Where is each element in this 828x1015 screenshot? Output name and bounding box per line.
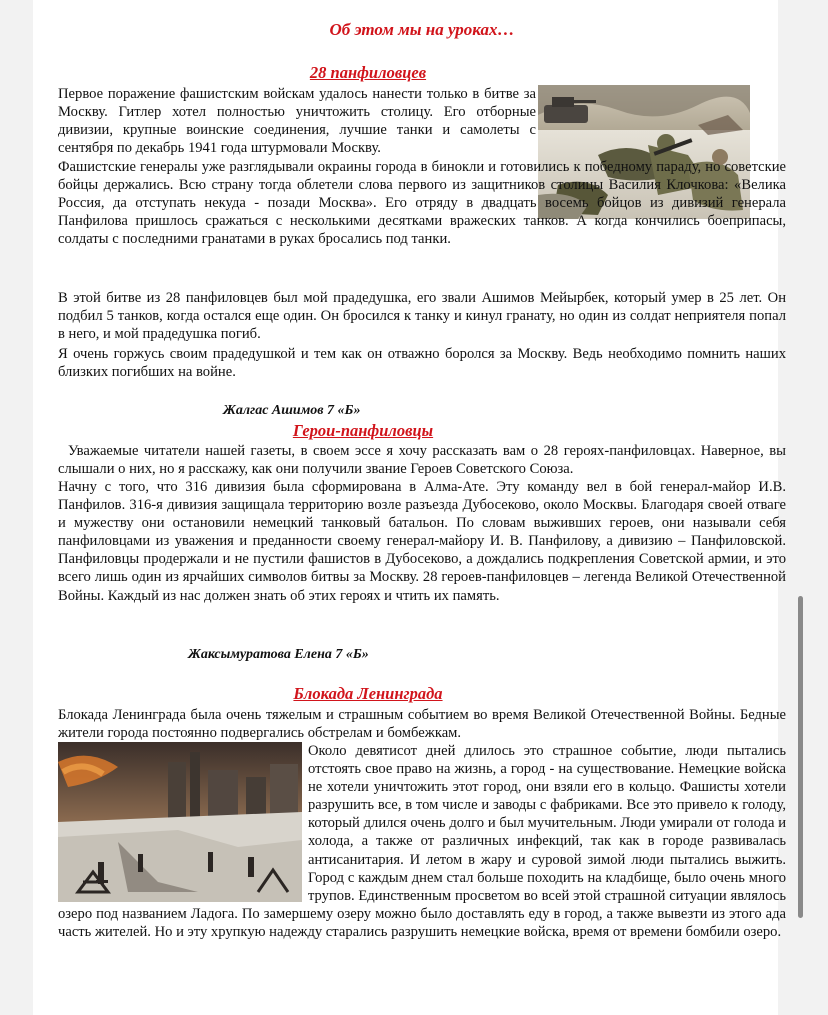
article3-paragraph: Блокада Ленинграда была очень тяжелым и страшным событием во время Великой Отечественной Войны. Бедные жители города постоянно подвергались обстрелам и бомбежкам. — [58, 707, 786, 742]
article2-author: Жаксымуратова Елена 7 «Б» — [188, 647, 369, 662]
article1-paragraph: Фашистские генералы уже разглядывали окраины города в бинокли и готовились к победному параду, но советские бойцы держались. Всю страну тогда облетели слова первого из защитников столицы Василия Клочкова: «Велика Россия, да отступать некуда - позади Москва». Его отряду в двадцать восемь бойцов из дивизий генерала Панфилова пришлось сражаться с несколькими десятками вражеских танков. А когда кончились боеприпасы, солдаты с последними гранатами в руках бросались под танки. — [58, 159, 786, 248]
article2-paragraph: Уважаемые читатели нашей газеты, в своем эссе я хочу рассказать вам о 28 героях-панфиловцах. Наверное, вы слышали о них, но я расскажу, как они получили звание Героев Советского Союза. — [58, 443, 786, 478]
article1-paragraph: Первое поражение фашистским войскам удалось нанести только в битве за Москву. Гитлер хотел полностью уничтожить столицу. Его отборные дивизии, крупные воинские соединения, лучшие танки и самолеты с сентября по декабрь 1941 года штурмовали Москву. — [58, 86, 536, 157]
article1-paragraph: Я очень горжусь своим прадедушкой и тем как он отважно боролся за Москву. Ведь необходимо помнить наших близких погибших на войне. — [58, 346, 786, 381]
article3-wrap-text — [58, 742, 786, 941]
article2-paragraph: Начну с того, что 316 дивизия была сформирована в Алма-Ате. Эту команду вел в бой генерал-майор И.В. Панфилов. 316-я дивизия защищала территорию возле разъезда Дубосеково, около Москвы. Благодаря своей отваге и мужеству они остановили немецкий танковый батальон. По словам выживших героев, они называли себя панфиловцами из уважения и преданности своему генерал-майору И. В. Панфилову, а дивизию – Панфиловской. Панфиловцы продержали и не пустили фашистов в Дубосеково, а дождались подкрепления Советской армии, и это всего лишь один из ярчайших символов битвы за Москву. 28 героев-панфиловцев – легенда Великой Отечественной Войны. Каждый из нас должен знать об этих героях и чтить их память. — [58, 479, 786, 604]
article1-paragraph: В этой битве из 28 панфиловцев был мой прадедушка, его звали Ашимов Мейырбек, который умер в 25 лет. Он подбил 5 танков, когда остался еще один. Он бросился к танку и кинул гранату, но один из солдат неприятеля попал в него, и мой прадедушка погиб. — [58, 290, 786, 343]
scrollbar[interactable] — [798, 596, 803, 918]
article1-title: 28 панфиловцев — [309, 63, 427, 82]
article3-paragraph: Около девятисот дней длилось это страшное событие, люди пытались отстоять свое право на жизнь, а город - на существование. Немецкие войска не хотели уничтожить этот город, они взяли его в кольцо. Фашисты хотели разрушить все, в том числе и заводы с фабриками. Все это привело к голоду, который длился очень долго и был мучительным. Люди умирали от голода и холода, а также от различных инфекций, так как в городе развивалась антисанитария. И летом в жару и суровой зимой люди пытались выжить. Город с каждым днем стал больше походить на кладбище, было очень много трупов. Единственным просветом во всей этой страшной ситуации являлось озеро под названием Ладога. По замершему озеру можно было доставлять еду в город, а также вывезти из этого ада часть жителей. Но и эту хрупкую надежду старались разрушить немецкие войска, время от времени бомбили озеро. — [58, 743, 786, 940]
newspaper-page — [33, 0, 786, 1015]
article3-title: Блокада Ленинграда — [293, 684, 443, 703]
page-title: Об этом мы на уроках… — [329, 20, 515, 39]
article1-author: Жалгас Ашимов 7 «Б» — [223, 403, 361, 418]
article2-title: Герои-панфиловцы — [292, 421, 434, 440]
